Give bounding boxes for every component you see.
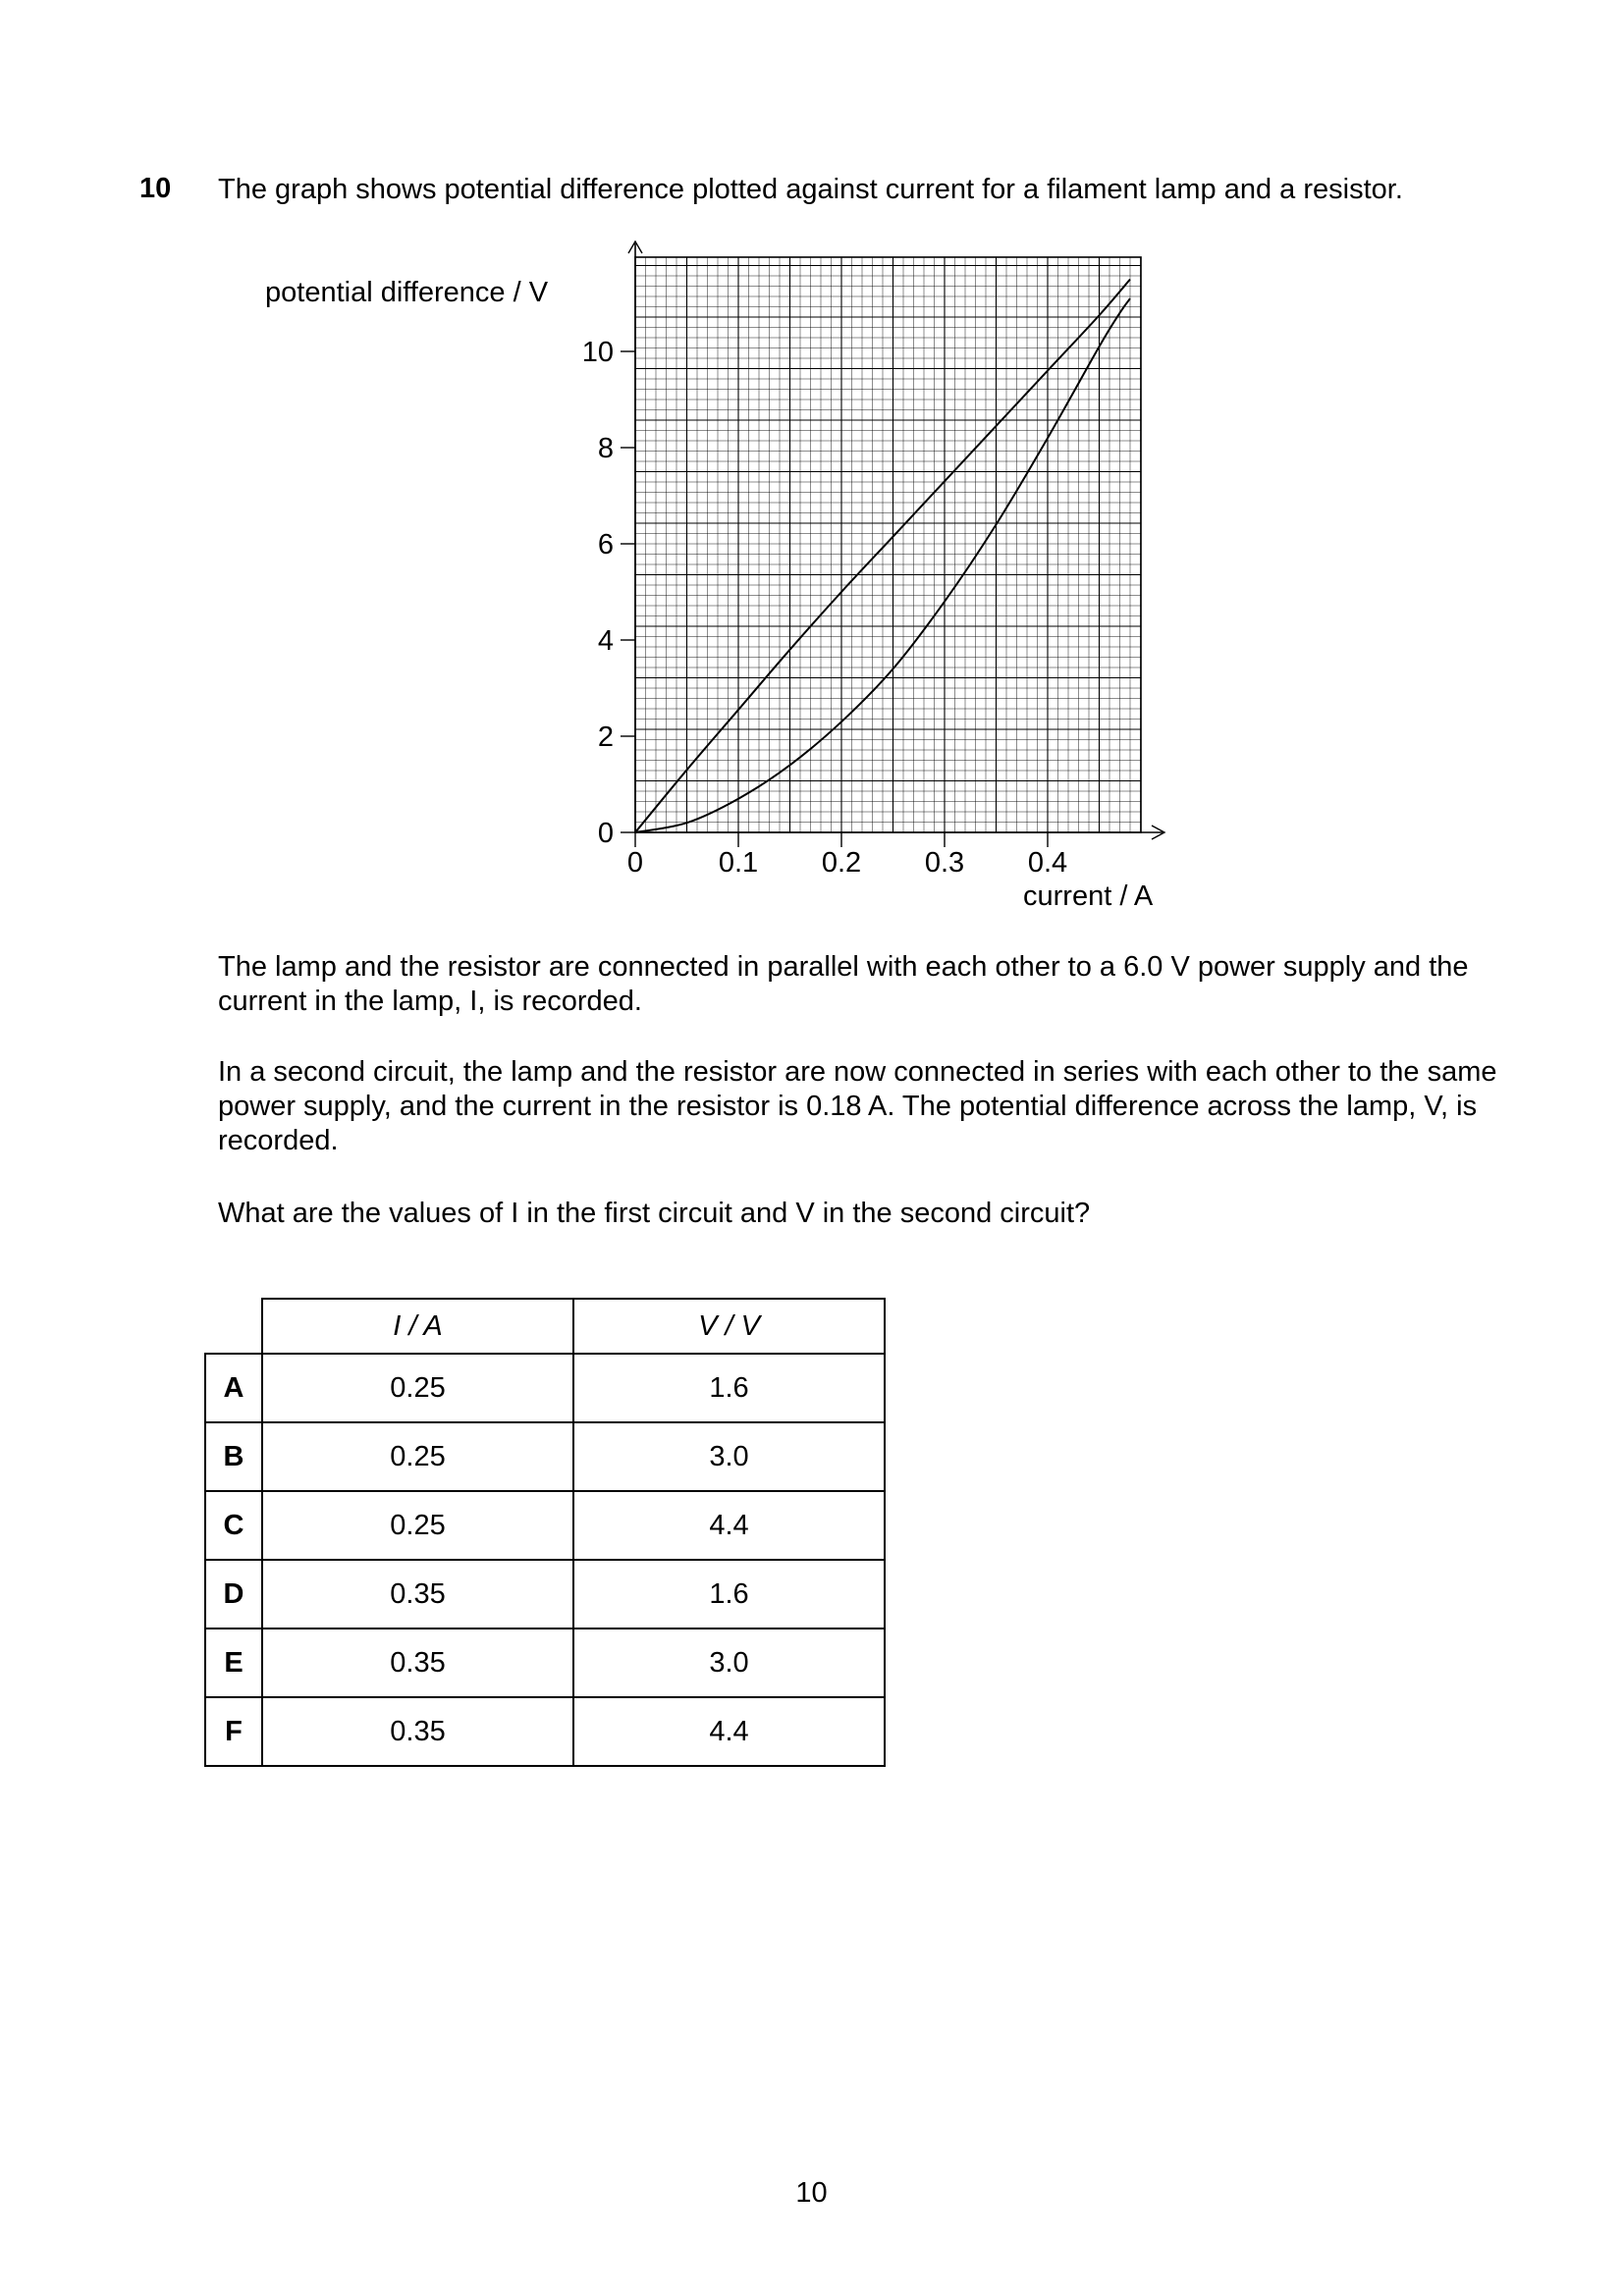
option-row-d[interactable] bbox=[205, 1560, 885, 1629]
option-current: 0.35 bbox=[262, 1560, 573, 1629]
option-label: B bbox=[205, 1422, 262, 1491]
graph-ticks bbox=[582, 337, 1067, 879]
option-row-f[interactable] bbox=[205, 1697, 885, 1766]
y-axis-label: potential difference / V bbox=[265, 277, 549, 308]
question-number: 10 bbox=[139, 173, 172, 204]
question-prompt: What are the values of I in the first circuit and V in the second circuit? bbox=[218, 1198, 1091, 1229]
option-label: C bbox=[205, 1491, 262, 1560]
header-blank-cell bbox=[205, 1299, 262, 1354]
option-current: 0.35 bbox=[262, 1697, 573, 1766]
option-row-c[interactable] bbox=[205, 1491, 885, 1560]
graph-grid bbox=[635, 257, 1141, 832]
option-voltage: 1.6 bbox=[573, 1354, 885, 1422]
y-tick-label: 2 bbox=[597, 721, 614, 753]
option-row-b[interactable] bbox=[205, 1422, 885, 1491]
x-tick-label: 0.4 bbox=[1027, 847, 1068, 879]
option-row-a[interactable] bbox=[205, 1354, 885, 1422]
pd-current-graph bbox=[0, 0, 1623, 942]
option-current: 0.25 bbox=[262, 1354, 573, 1422]
option-voltage: 3.0 bbox=[573, 1422, 885, 1491]
y-tick-label: 4 bbox=[597, 625, 614, 657]
option-voltage: 4.4 bbox=[573, 1491, 885, 1560]
grid-border bbox=[635, 257, 1141, 832]
x-tick-label: 0.3 bbox=[924, 847, 965, 879]
option-current: 0.35 bbox=[262, 1629, 573, 1697]
option-voltage: 4.4 bbox=[573, 1697, 885, 1766]
option-voltage: 1.6 bbox=[573, 1560, 885, 1629]
header-voltage: V / V bbox=[573, 1299, 885, 1354]
option-label: E bbox=[205, 1629, 262, 1697]
x-tick-label: 0 bbox=[626, 847, 644, 879]
x-axis-label: current / A bbox=[1023, 881, 1154, 912]
paragraph-parallel-circuit: The lamp and the resistor are connected in parallel with each other to a 6.0 V power supply and the current in the lamp, I, is recorded. bbox=[218, 951, 1469, 1017]
table-header-row bbox=[205, 1299, 885, 1354]
y-tick-label: 10 bbox=[581, 337, 614, 368]
option-label: F bbox=[205, 1697, 262, 1766]
question-stem: The graph shows potential difference plotted against current for a filament lamp and a resistor. bbox=[218, 174, 1403, 205]
option-voltage: 3.0 bbox=[573, 1629, 885, 1697]
option-current: 0.25 bbox=[262, 1422, 573, 1491]
paragraph-series-circuit: In a second circuit, the lamp and the resistor are now connected in series with each other to the same power supply, and the current in the resistor is 0.18 A. The potential difference across the lamp, V, is recorded. bbox=[218, 1056, 1497, 1156]
y-tick-label: 0 bbox=[597, 818, 614, 849]
x-tick-label: 0.1 bbox=[718, 847, 759, 879]
page-number: 10 bbox=[795, 2177, 828, 2209]
option-current: 0.25 bbox=[262, 1491, 573, 1560]
header-current: I / A bbox=[262, 1299, 573, 1354]
option-row-e[interactable] bbox=[205, 1629, 885, 1697]
y-tick-label: 6 bbox=[597, 529, 614, 561]
answer-options-table bbox=[204, 1298, 886, 1767]
x-tick-label: 0.2 bbox=[821, 847, 862, 879]
y-tick-label: 8 bbox=[597, 433, 614, 464]
option-label: A bbox=[205, 1354, 262, 1422]
option-label: D bbox=[205, 1560, 262, 1629]
